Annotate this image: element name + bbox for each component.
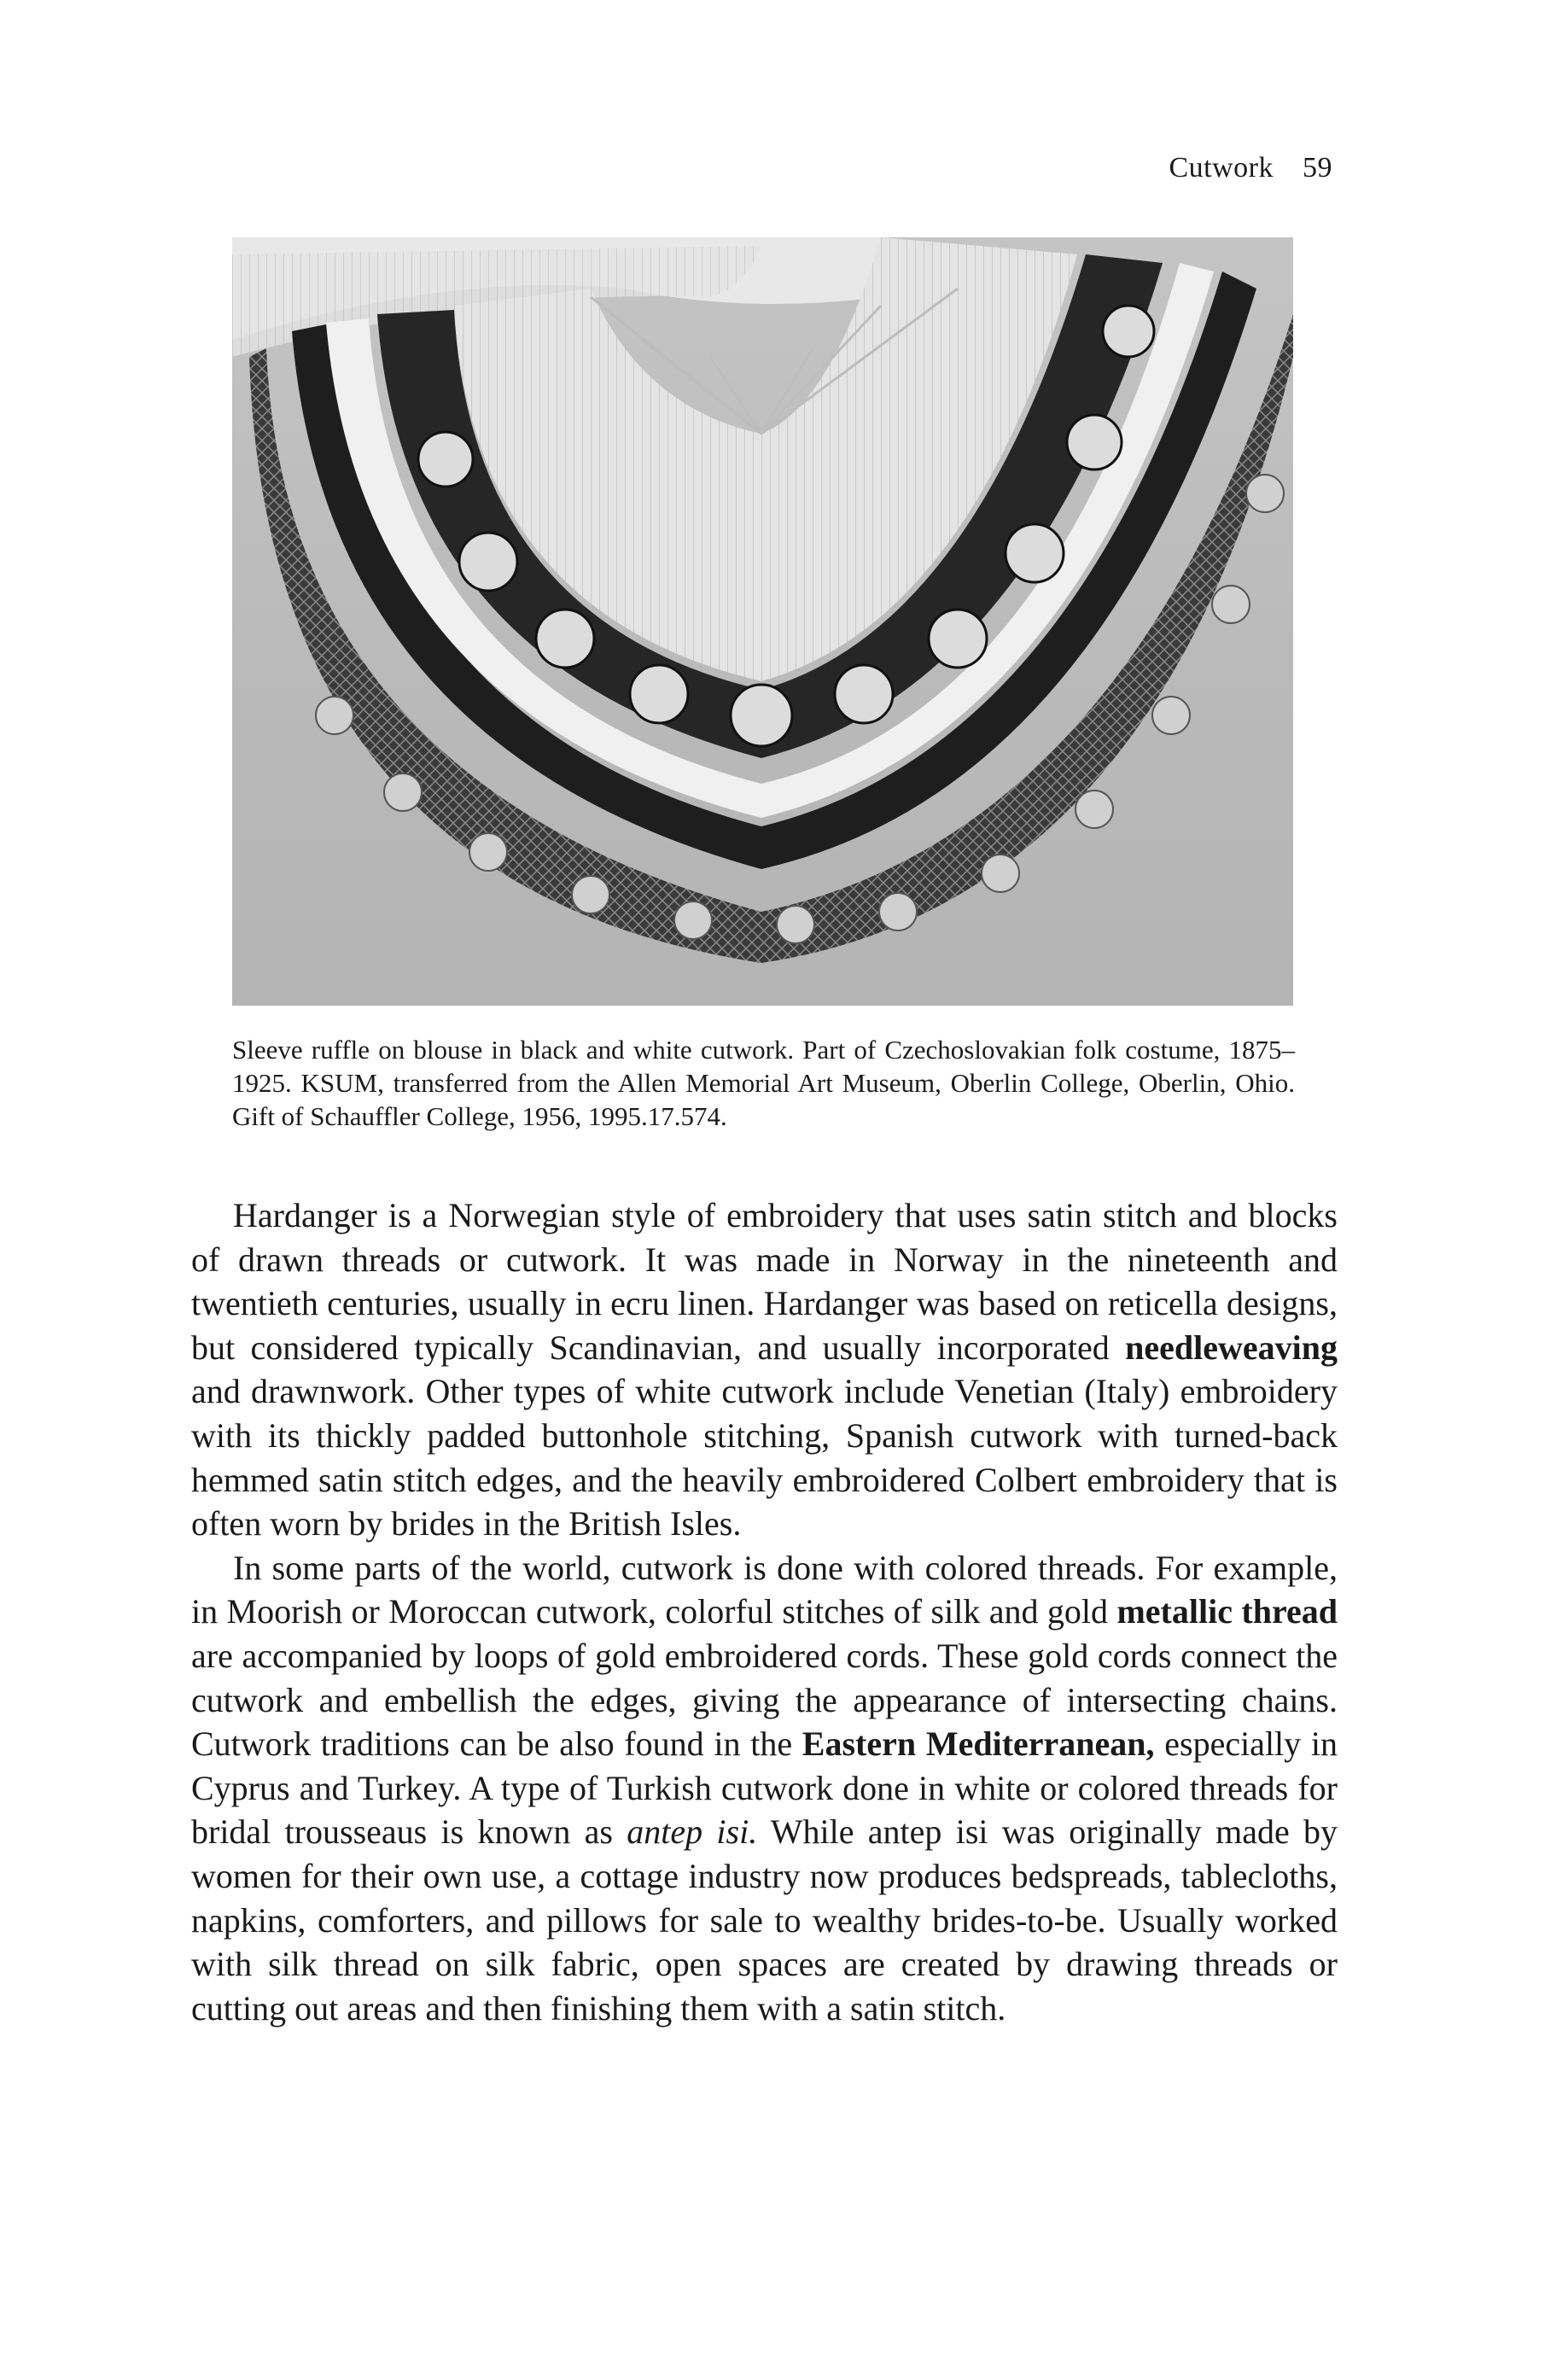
text-run: Hardanger is a Norwegian style of embroidery that uses satin stitch and blocks of drawn threads or cutwork. It was made in Norway in the nineteenth and twentieth centuries, usually in ecru linen. Hardanger was based on reticella designs, but considered typically Scandinavian, and usually incorporated [191, 1196, 1338, 1367]
running-header [1169, 152, 1333, 184]
figure-caption [232, 1033, 1295, 1133]
text-run: especially in Cyprus and Turkey. A type of Turkish cutwork done in white or colored threads for bridal trousseaus is known as [191, 1724, 1338, 1852]
term-metallic-thread: metallic thread [1116, 1592, 1338, 1631]
section-title: Cutwork [1169, 152, 1274, 184]
figure-photo [232, 237, 1293, 1006]
term-antep-isi: antep isi. [627, 1812, 758, 1852]
term-eastern-mediterranean: Eastern Mediterranean, [801, 1724, 1155, 1764]
text-run: In some parts of the world, cutwork is done with colored threads. For example, in Moorish or Moroccan cutwork, colorful stitches of silk and gold [191, 1548, 1338, 1631]
paragraph-colored-cutwork [191, 1546, 1338, 2031]
sleeve-ruffle-image [232, 237, 1293, 1006]
paragraph-hardanger [191, 1193, 1338, 1546]
text-run: While antep isi was originally made by women for their own use, a cottage industry now produces bedspreads, tablecloths, napkins, comforters, and pillows for sale to wealthy brides-to-be. Usually worked with silk thread on silk fabric, open spaces are created by drawing threads or cutting out areas and then finishing them with a satin stitch. [191, 1812, 1338, 2028]
caption-text: Sleeve ruffle on blouse in black and white cutwork. Part of Czechoslovakian folk costume, 1875–1925. KSUM, transferred from the Allen Memorial Art Museum, Oberlin College, Oberlin, Ohio. Gift of Schauffler College, 1956, 1995.17.574. [232, 1035, 1295, 1131]
text-run: are accompanied by loops of gold embroidered cords. These gold cords connect the cutwork and embellish the edges, giving the appearance of intersecting chains. Cutwork traditions can be also found in the [191, 1636, 1338, 1764]
page-number: 59 [1303, 152, 1332, 184]
body-text [191, 1193, 1338, 2030]
text-run: and drawnwork. Other types of white cutwork include Venetian (Italy) embroidery with its thickly padded buttonhole stitching, Spanish cutwork with turned-back hemmed satin stitch edges, and the heavily embroidered Colbert embroidery that is often worn by brides in the British Isles. [191, 1372, 1338, 1543]
term-needleweaving: needleweaving [1125, 1327, 1338, 1367]
